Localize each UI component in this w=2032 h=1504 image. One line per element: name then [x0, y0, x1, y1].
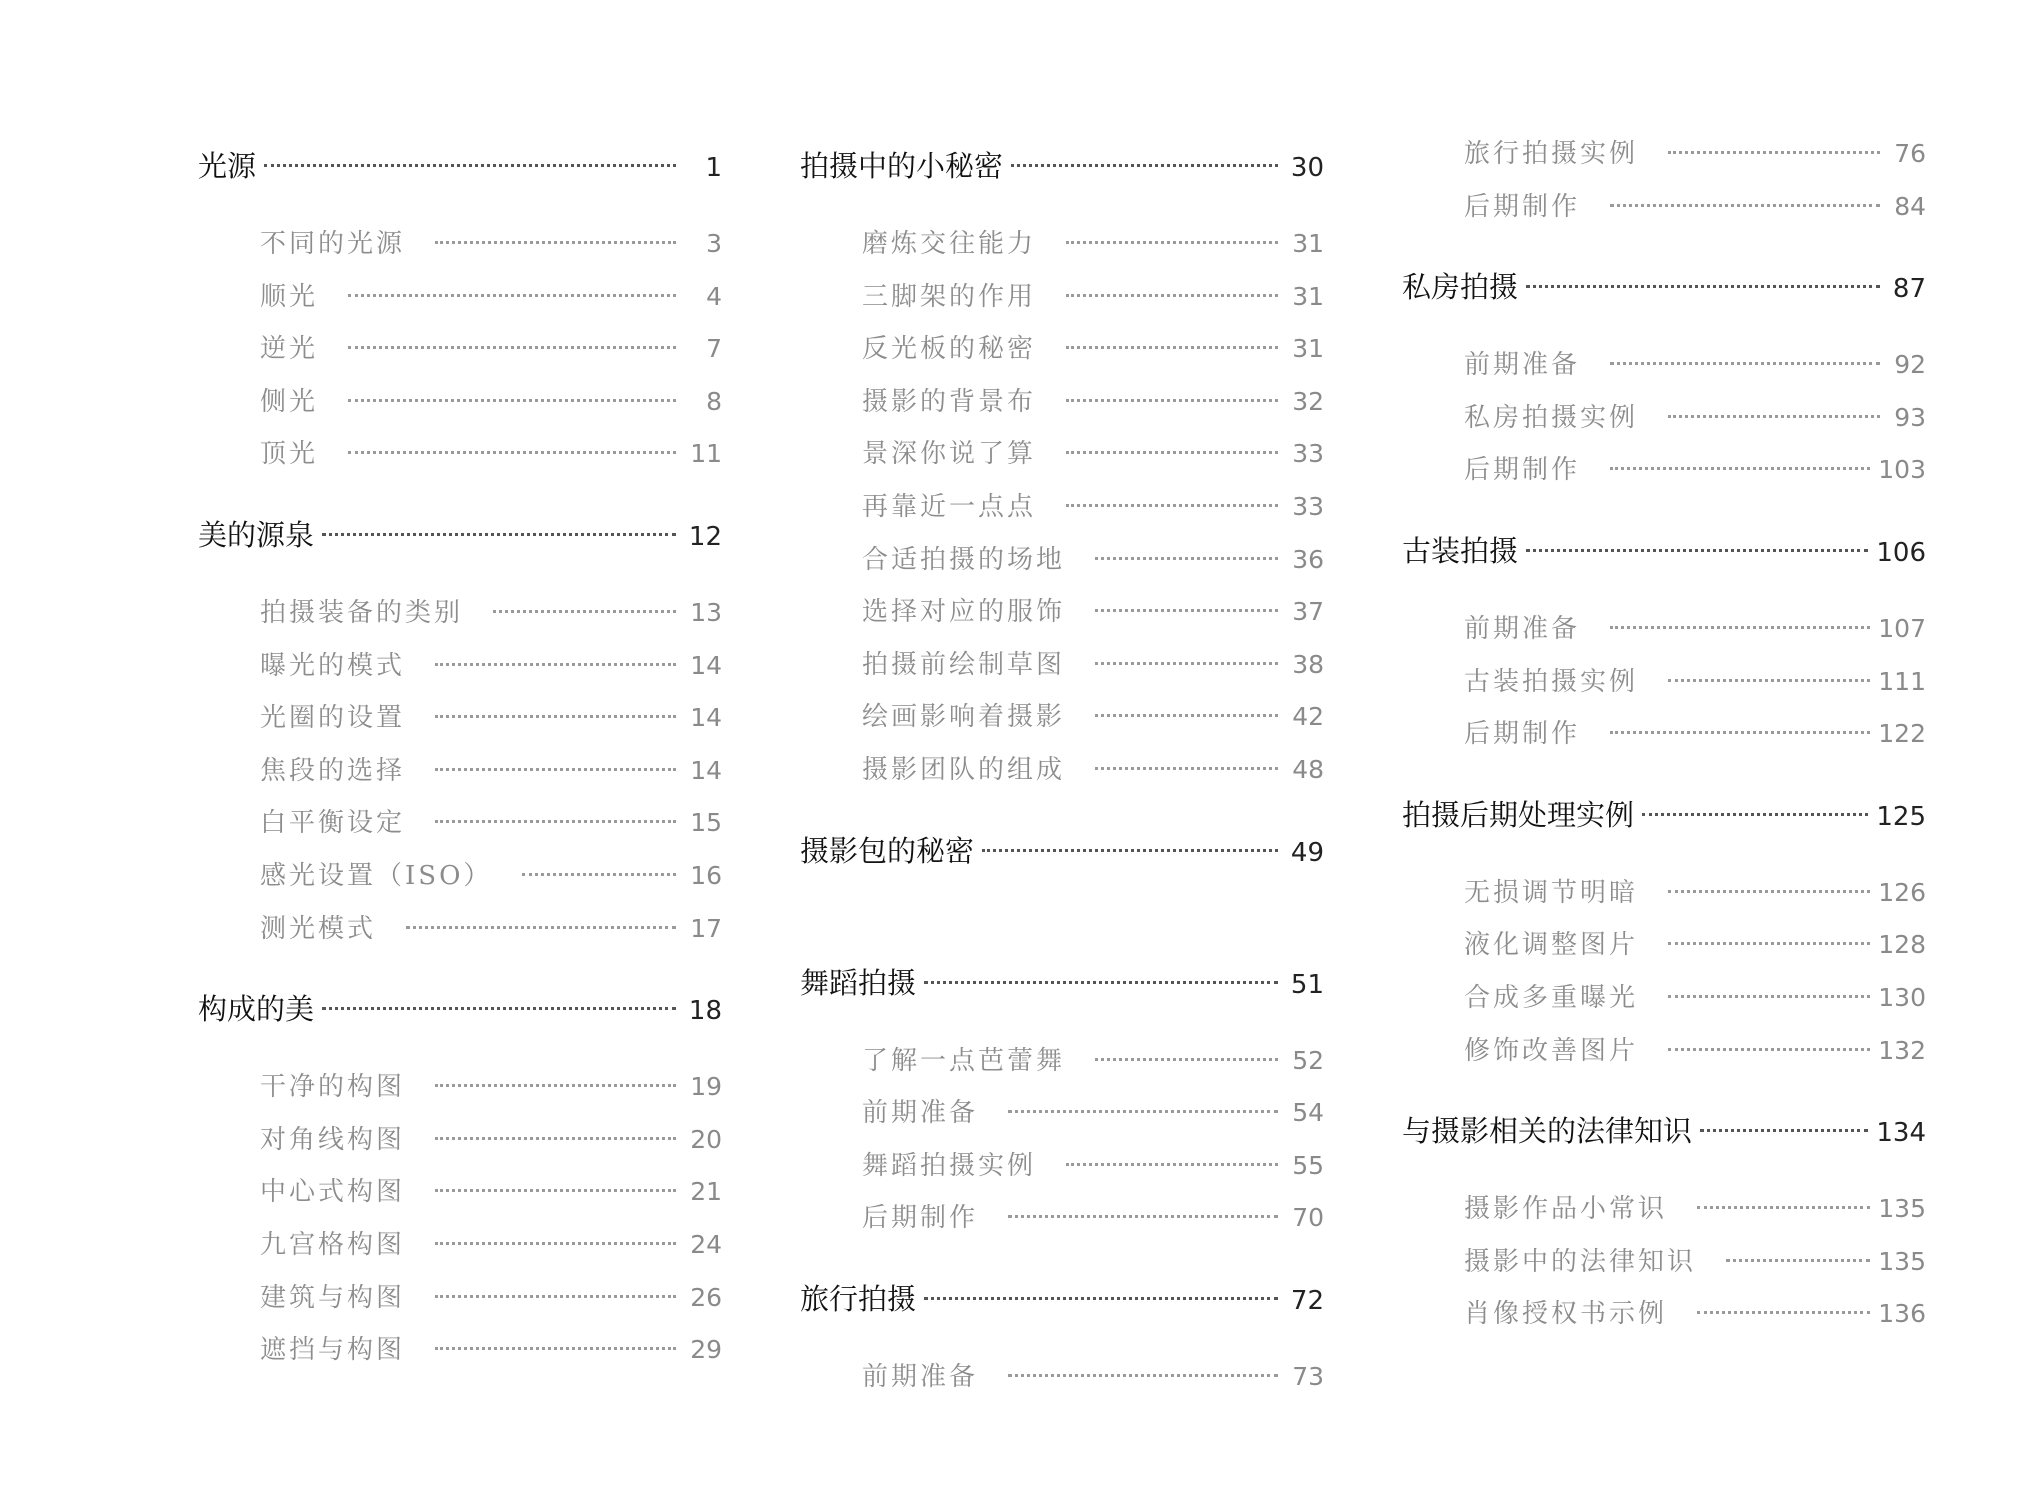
section-page-number: 130: [1878, 982, 1926, 1012]
section-page-number: 14: [690, 650, 722, 680]
dot-leader: [1066, 451, 1278, 454]
dot-leader: [1610, 204, 1880, 207]
dot-leader: [1668, 415, 1880, 418]
chapter-page-number: 72: [1290, 1285, 1324, 1316]
section-page-number: 20: [690, 1124, 722, 1154]
section-title: 舞蹈拍摄实例: [862, 1150, 1037, 1181]
section-title: 对角线构图: [260, 1124, 406, 1155]
section-page-number: 14: [690, 755, 722, 785]
section-page-number: 16: [690, 860, 722, 890]
toc-chapter[interactable]: [198, 509, 722, 561]
toc-column-3: [1402, 140, 1926, 1341]
section-page-number: 135: [1878, 1194, 1926, 1224]
dot-leader: [1700, 1129, 1868, 1132]
toc-section[interactable]: [198, 850, 722, 903]
dot-leader: [1008, 1215, 1278, 1218]
section-page-number: 103: [1878, 455, 1926, 485]
section-page-number: 84: [1894, 191, 1926, 221]
section-title: 焦段的选择: [260, 755, 406, 786]
toc-section[interactable]: [1402, 1236, 1926, 1289]
toc-section[interactable]: [800, 428, 1324, 481]
toc-section[interactable]: [800, 691, 1324, 744]
chapter-page-number: 125: [1876, 801, 1926, 832]
toc-column-1: [198, 140, 722, 1377]
dot-leader: [1066, 346, 1278, 349]
toc-section[interactable]: [198, 692, 722, 745]
section-title: 中心式构图: [260, 1177, 406, 1208]
section-page-number: 42: [1292, 702, 1324, 732]
section-page-number: 70: [1292, 1203, 1324, 1233]
dot-leader: [435, 715, 676, 718]
dot-leader: [1095, 609, 1278, 612]
section-title: 顶光: [260, 439, 319, 470]
toc-section[interactable]: [800, 586, 1324, 639]
section-page-number: 93: [1894, 402, 1926, 432]
chapter-page-number: 49: [1290, 837, 1324, 868]
toc-section[interactable]: [1402, 919, 1926, 972]
toc-section[interactable]: [1402, 708, 1926, 761]
chapter-title: 拍摄后期处理实例: [1402, 797, 1635, 832]
dot-leader: [435, 1347, 676, 1350]
toc-section[interactable]: [198, 1166, 722, 1219]
dot-leader: [924, 981, 1278, 984]
toc-section[interactable]: [800, 1192, 1324, 1245]
section-title: 再靠近一点点: [862, 491, 1037, 522]
dot-leader: [435, 820, 676, 823]
dot-leader: [1066, 1163, 1278, 1166]
dot-leader: [435, 1084, 676, 1087]
dot-leader: [348, 294, 676, 297]
section-title: 选择对应的服饰: [862, 597, 1066, 628]
section-page-number: 31: [1292, 281, 1324, 311]
dot-leader: [406, 926, 676, 929]
dot-leader: [435, 1295, 676, 1298]
toc-section[interactable]: [198, 428, 722, 481]
chapter-title: 美的源泉: [198, 517, 315, 552]
dot-leader: [493, 610, 676, 613]
chapter-page-number: 18: [688, 996, 722, 1027]
dot-leader: [1610, 626, 1870, 629]
section-title: 前期准备: [1464, 613, 1581, 644]
toc-section[interactable]: [198, 903, 722, 956]
dot-leader: [1095, 767, 1278, 770]
dot-leader: [1066, 504, 1278, 507]
toc-chapter[interactable]: [198, 140, 722, 192]
section-title: 前期准备: [862, 1361, 979, 1392]
chapter-title: 拍摄中的小秘密: [800, 149, 1004, 183]
chapter-page-number: 106: [1876, 537, 1926, 568]
toc-chapter[interactable]: [800, 825, 1324, 877]
toc-section[interactable]: [1402, 128, 1926, 181]
section-title: 合适拍摄的场地: [862, 544, 1066, 575]
toc-section[interactable]: [800, 481, 1324, 534]
dot-leader: [1697, 1311, 1870, 1314]
chapter-page-number: 87: [1892, 274, 1926, 305]
section-title: 合成多重曝光: [1464, 982, 1639, 1013]
toc-chapter[interactable]: [800, 140, 1324, 192]
section-title: 摄影的背景布: [862, 386, 1037, 417]
toc-section[interactable]: [1402, 1288, 1926, 1341]
section-page-number: 13: [690, 597, 722, 627]
toc-column-2: [800, 140, 1324, 1404]
dot-leader: [1011, 164, 1278, 167]
toc-section[interactable]: [198, 376, 722, 429]
section-page-number: 33: [1292, 491, 1324, 521]
toc-section[interactable]: [800, 639, 1324, 692]
dot-leader: [435, 1189, 676, 1192]
toc-chapter[interactable]: [1402, 261, 1926, 313]
toc-section[interactable]: [800, 534, 1324, 587]
toc-section[interactable]: [1402, 339, 1926, 392]
section-page-number: 107: [1878, 613, 1926, 643]
chapter-gap: [800, 877, 1324, 929]
toc-section[interactable]: [1402, 867, 1926, 920]
section-title: 摄影团队的组成: [862, 754, 1066, 785]
section-page-number: 26: [690, 1282, 722, 1312]
toc-section[interactable]: [198, 640, 722, 693]
section-title: 液化调整图片: [1464, 930, 1639, 961]
toc-section[interactable]: [198, 1061, 722, 1114]
dot-leader: [1697, 1206, 1870, 1209]
chapter-title: 构成的美: [198, 992, 315, 1027]
section-page-number: 24: [690, 1229, 722, 1259]
toc-section[interactable]: [1402, 444, 1926, 497]
dot-leader: [348, 346, 676, 349]
toc-section[interactable]: [800, 744, 1324, 797]
section-page-number: 128: [1878, 930, 1926, 960]
dot-leader: [1668, 679, 1870, 682]
section-page-number: 7: [706, 334, 722, 364]
toc-section[interactable]: [800, 218, 1324, 271]
dot-leader: [322, 1007, 676, 1010]
dot-leader: [1668, 995, 1870, 998]
toc-section[interactable]: [800, 1035, 1324, 1088]
section-title: 前期准备: [862, 1098, 979, 1129]
section-title: 摄影中的法律知识: [1464, 1246, 1697, 1277]
dot-leader: [348, 451, 676, 454]
dot-leader: [1642, 813, 1868, 816]
section-title: 磨炼交往能力: [862, 229, 1037, 259]
section-title: 后期制作: [1464, 719, 1581, 750]
section-page-number: 132: [1878, 1035, 1926, 1065]
section-title: 古装拍摄实例: [1464, 666, 1639, 697]
section-title: 测光模式: [260, 913, 377, 944]
chapter-title: 光源: [198, 149, 257, 183]
chapter-title: 与摄影相关的法律知识: [1402, 1114, 1693, 1149]
toc-chapter[interactable]: [800, 957, 1324, 1009]
toc-chapter[interactable]: [1402, 525, 1926, 577]
chapter-page-number: 1: [705, 153, 722, 183]
section-title: 前期准备: [1464, 350, 1581, 381]
toc-chapter[interactable]: [1402, 1105, 1926, 1157]
dot-leader: [1726, 1259, 1870, 1262]
toc-section[interactable]: [198, 218, 722, 271]
toc-section[interactable]: [800, 1140, 1324, 1193]
section-title: 后期制作: [862, 1203, 979, 1234]
section-page-number: 73: [1292, 1361, 1324, 1391]
section-title: 遮挡与构图: [260, 1335, 406, 1366]
section-title: 逆光: [260, 334, 319, 365]
section-title: 后期制作: [1464, 191, 1581, 222]
dot-leader: [1095, 714, 1278, 717]
toc-section[interactable]: [1402, 972, 1926, 1025]
toc-chapter[interactable]: [198, 983, 722, 1035]
section-page-number: 4: [706, 281, 722, 311]
section-title: 绘画影响着摄影: [862, 702, 1066, 733]
toc-section[interactable]: [1402, 1025, 1926, 1078]
section-page-number: 21: [690, 1177, 722, 1207]
section-page-number: 135: [1878, 1246, 1926, 1276]
dot-leader: [1008, 1374, 1278, 1377]
toc-section[interactable]: [1402, 1183, 1926, 1236]
section-page-number: 31: [1292, 229, 1324, 258]
section-title: 九宫格构图: [260, 1229, 406, 1260]
toc-section[interactable]: [800, 376, 1324, 429]
chapter-title: 舞蹈拍摄: [800, 965, 917, 1000]
dot-leader: [348, 399, 676, 402]
section-page-number: 92: [1894, 350, 1926, 380]
chapter-page-number: 12: [688, 521, 722, 552]
section-page-number: 14: [690, 703, 722, 733]
dot-leader: [264, 164, 676, 167]
toc-section[interactable]: [198, 1219, 722, 1272]
toc-section[interactable]: [800, 1087, 1324, 1140]
dot-leader: [435, 1242, 676, 1245]
dot-leader: [1610, 362, 1880, 365]
section-title: 白平衡设定: [260, 808, 406, 839]
toc-section[interactable]: [198, 1272, 722, 1325]
section-title: 旅行拍摄实例: [1464, 139, 1639, 169]
toc-section[interactable]: [800, 271, 1324, 324]
section-page-number: 48: [1292, 754, 1324, 784]
section-title: 修饰改善图片: [1464, 1035, 1639, 1066]
section-title: 拍摄装备的类别: [260, 597, 464, 628]
section-page-number: 55: [1292, 1150, 1324, 1180]
section-page-number: 37: [1292, 597, 1324, 627]
toc-section[interactable]: [198, 587, 722, 640]
section-title: 景深你说了算: [862, 439, 1037, 470]
dot-leader: [1008, 1110, 1278, 1113]
dot-leader: [322, 533, 676, 536]
dot-leader: [435, 1137, 676, 1140]
section-page-number: 136: [1878, 1299, 1926, 1329]
section-title: 曝光的模式: [260, 650, 406, 681]
toc-chapter[interactable]: [1402, 789, 1926, 841]
dot-leader: [1066, 294, 1278, 297]
section-title: 干净的构图: [260, 1072, 406, 1103]
dot-leader: [1668, 151, 1880, 154]
section-page-number: 8: [706, 386, 722, 416]
dot-leader: [435, 663, 676, 666]
section-page-number: 31: [1292, 334, 1324, 364]
section-page-number: 3: [706, 229, 722, 258]
section-page-number: 11: [690, 439, 722, 469]
chapter-page-number: 30: [1290, 153, 1324, 183]
toc-section[interactable]: [1402, 181, 1926, 234]
dot-leader: [1095, 1058, 1278, 1061]
section-page-number: 32: [1292, 386, 1324, 416]
dot-leader: [1668, 890, 1870, 893]
section-title: 侧光: [260, 386, 319, 417]
dot-leader: [522, 873, 676, 876]
section-page-number: 29: [690, 1335, 722, 1365]
section-title: 拍摄前绘制草图: [862, 649, 1066, 680]
dot-leader: [982, 849, 1278, 852]
chapter-page-number: 51: [1290, 969, 1324, 1000]
dot-leader: [1526, 549, 1868, 552]
section-title: 感光设置（ISO）: [260, 860, 493, 891]
section-page-number: 76: [1894, 139, 1926, 168]
dot-leader: [1066, 399, 1278, 402]
section-title: 摄影作品小常识: [1464, 1194, 1668, 1225]
toc-section[interactable]: [198, 271, 722, 324]
chapter-title: 私房拍摄: [1402, 270, 1519, 305]
section-title: 建筑与构图: [260, 1282, 406, 1313]
section-page-number: 15: [690, 808, 722, 838]
section-page-number: 54: [1292, 1098, 1324, 1128]
toc-section[interactable]: [198, 1324, 722, 1377]
section-page-number: 126: [1878, 877, 1926, 907]
section-page-number: 111: [1878, 666, 1926, 696]
section-title: 了解一点芭蕾舞: [862, 1045, 1066, 1076]
dot-leader: [924, 1297, 1278, 1300]
dot-leader: [1610, 731, 1870, 734]
section-page-number: 36: [1292, 544, 1324, 574]
toc-section[interactable]: [198, 797, 722, 850]
dot-leader: [1668, 1048, 1870, 1051]
dot-leader: [1095, 557, 1278, 560]
dot-leader: [1066, 241, 1278, 244]
section-title: 无损调节明暗: [1464, 877, 1639, 908]
section-title: 后期制作: [1464, 455, 1581, 486]
section-title: 私房拍摄实例: [1464, 402, 1639, 433]
toc-section[interactable]: [198, 745, 722, 798]
toc-section[interactable]: [198, 323, 722, 376]
toc-section[interactable]: [800, 1351, 1324, 1404]
dot-leader: [1526, 285, 1880, 288]
dot-leader: [1668, 942, 1870, 945]
chapter-page-number: 134: [1876, 1118, 1926, 1149]
chapter-title: 旅行拍摄: [800, 1281, 917, 1316]
chapter-title: 古装拍摄: [1402, 533, 1519, 568]
section-page-number: 38: [1292, 649, 1324, 679]
section-page-number: 19: [690, 1072, 722, 1102]
toc-section[interactable]: [198, 1114, 722, 1167]
section-page-number: 17: [690, 913, 722, 943]
toc-section[interactable]: [1402, 656, 1926, 709]
toc-section[interactable]: [1402, 392, 1926, 445]
toc-chapter[interactable]: [800, 1273, 1324, 1325]
section-page-number: 122: [1878, 719, 1926, 749]
section-title: 顺光: [260, 281, 319, 312]
section-page-number: 33: [1292, 439, 1324, 469]
dot-leader: [1095, 662, 1278, 665]
toc-section[interactable]: [800, 323, 1324, 376]
toc-section[interactable]: [1402, 603, 1926, 656]
chapter-title: 摄影包的秘密: [800, 833, 975, 868]
section-title: 三脚架的作用: [862, 281, 1037, 312]
section-title: 光圈的设置: [260, 703, 406, 734]
section-title: 不同的光源: [260, 229, 406, 259]
section-title: 反光板的秘密: [862, 334, 1037, 365]
section-page-number: 52: [1292, 1045, 1324, 1075]
dot-leader: [435, 241, 676, 244]
dot-leader: [1610, 467, 1870, 470]
dot-leader: [435, 768, 676, 771]
section-title: 肖像授权书示例: [1464, 1299, 1668, 1330]
